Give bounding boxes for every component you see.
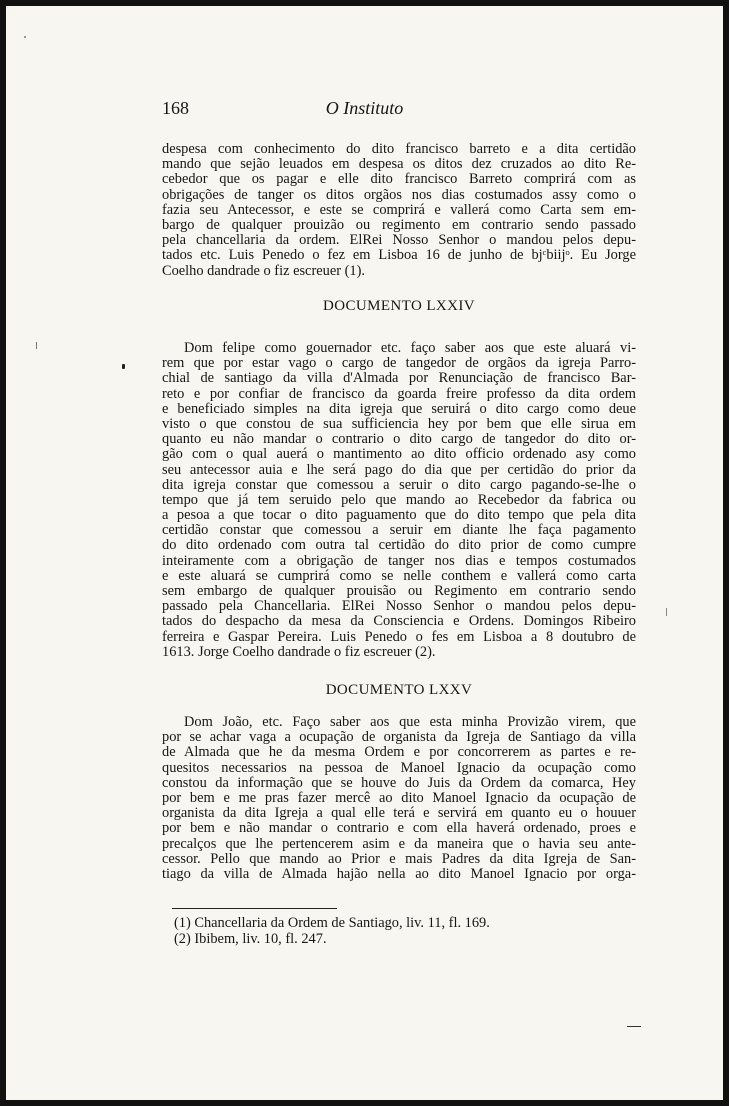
text-line: Dom João, etc. Faço saber aos que esta minha Provizão virem, que <box>184 714 636 730</box>
text-line: e beneficiado simples na dita igreja que seruirá o dito cargo como deue <box>162 400 636 417</box>
doc-lxxv-paragraph <box>162 715 636 882</box>
page-header <box>6 98 723 128</box>
text-line: passado pela Chancellaria. ElRei Nosso Senhor o mandou pelos depu- <box>162 598 636 615</box>
margin-speck <box>666 608 667 616</box>
text-line: sem embargo de qualquer prouisão ou Regimento em contrario sendo <box>162 583 636 599</box>
section-heading-doc-lxxv: DOCUMENTO LXXV <box>325 682 473 698</box>
text-line: por bem e não mandar o contrario e com ella haverá ordenado, proes e <box>162 820 636 837</box>
running-title: O Instituto <box>325 98 404 118</box>
text-line: cessor. Pello que mando ao Prior e mais Padres da dita Igreja de San- <box>162 850 636 867</box>
text-line: gão com o qual auerá o mantimento ao dito officio ordenado asy como <box>162 446 636 463</box>
text-line: rem que por estar vago o cargo de tangedor de orgãos da igreja Parro- <box>162 355 636 372</box>
text-line: chial de santiago da villa d'Almada por Renunciação de francisco Bar- <box>162 370 636 387</box>
text-line: cebedor que os pagar e elle dito francisco Barreto comprirá com as <box>162 171 636 188</box>
text-line: tados etc. Luis Penedo o fez em Lisboa 16 de junho de bjᶜbiijᵒ. Eu Jorge <box>162 247 636 264</box>
text-line: tiago da villa de Almada hajão nella ao dito Manoel Ignacio por orga- <box>162 865 636 882</box>
text-line: pela chancellaria da ordem. ElRei Nosso Senhor o mandou pelos depu- <box>162 232 636 249</box>
text-line: ferreira e Gaspar Pereira. Luis Penedo o fes em Lisboa a 8 doutubro de <box>162 628 636 645</box>
text-line: quanto eu não mandar o contrario o dito cargo de tangedor do dito or- <box>162 431 636 448</box>
text-line: certidão constar que comessou a seruir em diante lhe faça pagamento <box>162 522 636 539</box>
text-line: despesa com conhecimento do dito francisco barreto e a dita certidão <box>162 141 636 157</box>
footnote-divider <box>172 908 337 909</box>
text-line: obrigações de tanger os ditos orgãos nos dias costumados assy como o <box>162 186 636 203</box>
margin-speck <box>627 1026 641 1027</box>
margin-speck <box>24 36 26 38</box>
doc-lxxiv-paragraph <box>162 341 636 660</box>
intro-paragraph <box>162 142 636 279</box>
text-line: Coelho dandrade o fiz escreuer (1). <box>162 262 365 279</box>
footnote-2: (2) Ibibem, liv. 10, fl. 247. <box>174 931 327 947</box>
text-line: Dom felipe como gouernador etc. faço saber aos que este aluará vi- <box>184 340 636 356</box>
margin-speck <box>122 364 125 369</box>
text-line: bargo de qualquer prouizão ou regimento em contrario sendo passado <box>162 216 636 233</box>
text-line: do dito ordenado com outra tal certidão do dito prior de como cumpre <box>162 537 636 554</box>
text-line: quesitos necessarios na pessoa de Manoel Ignacio da ocupação como <box>162 759 636 776</box>
text-line: 1613. Jorge Coelho dandrade o fiz escreuer (2). <box>162 643 436 660</box>
margin-speck <box>36 342 37 349</box>
text-line: a pesoa a que tocar o dito paguamento que do dito tempo que pela dita <box>162 507 636 524</box>
text-line: visto o que constou de sua sufficiencia hey por bem que elle sirua em <box>162 415 636 432</box>
text-line: tempo que já tem seruido pelo que mando ao Recebedor da fabrica ou <box>162 491 636 508</box>
text-line: precalços que lhe pertencerem asim e da maneira que o havia seu ante- <box>162 835 636 852</box>
text-line: organista da dita Igreja a qual elle terá e servirá em quanto eu o houuer <box>162 805 636 822</box>
text-line: e este aluará se cumprirá como se nelle conthem e vallerá como carta <box>162 567 636 584</box>
section-heading-doc-lxxiv: DOCUMENTO LXXIV <box>323 298 475 314</box>
text-line: mando que sejão leuados em despesa os ditos dez cruzados ao dito Re- <box>162 156 636 173</box>
book-page <box>6 6 723 1100</box>
text-line: fazia seu Antecessor, e este se comprirá e vallerá como Carta sem em- <box>162 201 636 218</box>
page-number: 168 <box>162 98 189 118</box>
text-line: seu antecessor auia e lhe será pago do dia que per certidão do prior da <box>162 461 636 478</box>
text-line: constou da informação que se houve do Juis da Ordem da comarca, Hey <box>162 774 636 791</box>
text-line: de Almada que he da mesma Ordem e por concorrerem as partes e re- <box>162 744 636 761</box>
text-line: dita igreja constar que comessou a seruir o dito cargo pagando-se-lhe o <box>162 476 636 493</box>
text-line: por se achar vaga a ocupação de organista da Igreja de Santiago da villa <box>162 729 636 746</box>
text-line: tados do despacho da mesa da Consciencia e Ordens. Domingos Ribeiro <box>162 613 636 630</box>
text-line: por bem e me pras fazer mercê ao dito Manoel Ignacio da ocupação de <box>162 789 636 806</box>
text-line: inteiramente com a obrigação de tanger nos dias e tempos costumados <box>162 552 636 569</box>
text-line: reto e por confiar de francisco da goarda freire professo da dita ordem <box>162 385 636 402</box>
footnote-1: (1) Chancellaria da Ordem de Santiago, liv. 11, fl. 169. <box>174 915 490 931</box>
